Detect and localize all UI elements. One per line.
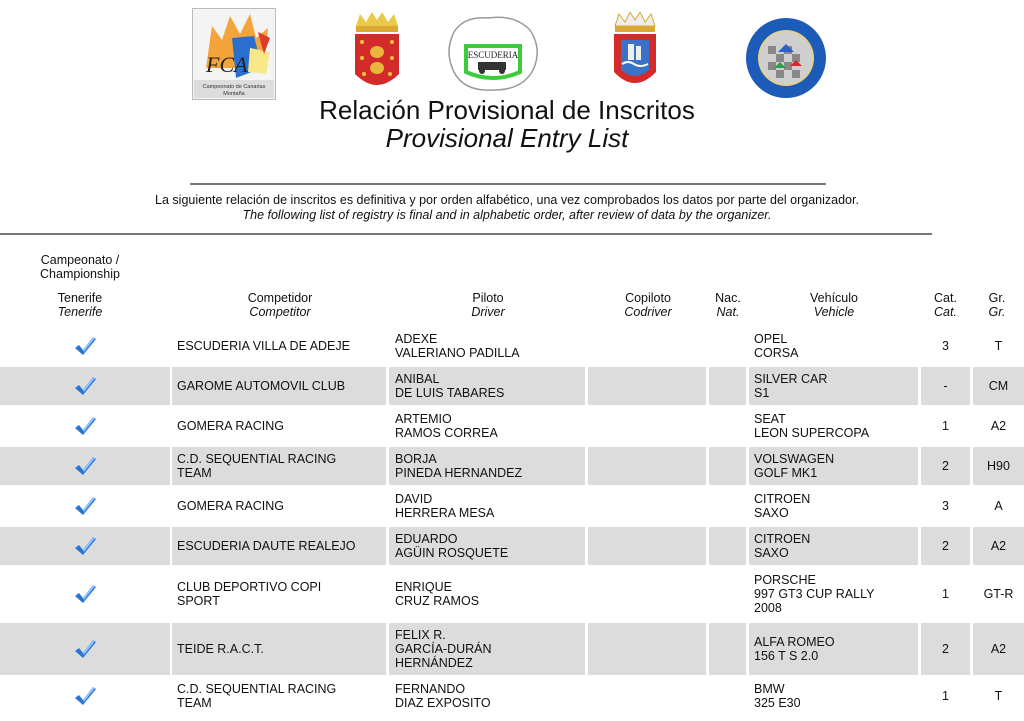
driver-lines <box>395 580 479 608</box>
table-row <box>0 567 1024 623</box>
competitor-lines <box>177 642 264 656</box>
competitor-cell <box>172 623 386 675</box>
nat-cell <box>709 327 746 365</box>
vehicle-lines <box>754 332 798 360</box>
codriver-cell <box>588 623 706 675</box>
driver-cell <box>389 527 585 565</box>
vehicle-cell <box>749 407 918 445</box>
codriver-cell <box>588 487 706 525</box>
driver-lines <box>395 412 498 440</box>
gr-value: H90 <box>987 459 1010 473</box>
championship-label: Campeonato / Championship <box>40 253 120 281</box>
driver-line: PINEDA HERNANDEZ <box>395 466 523 480</box>
header-driver <box>438 291 538 319</box>
svg-text:Campeonato de Canarias: Campeonato de Canarias <box>202 84 266 90</box>
vehicle-line: OPEL <box>754 332 788 346</box>
codriver-cell <box>588 327 706 365</box>
gr-cell <box>973 677 1024 715</box>
gr-value: GT-R <box>983 587 1014 601</box>
vehicle-cell <box>749 677 918 715</box>
gr-cell <box>973 567 1024 621</box>
cat-value: 2 <box>942 642 949 656</box>
driver-line: BORJA <box>395 452 437 466</box>
cat-value: 1 <box>942 689 949 703</box>
header-en: Tenerife <box>57 305 103 319</box>
vehicle-line: BMW <box>754 682 785 696</box>
nat-cell <box>709 567 746 621</box>
competitor-line: SPORT <box>177 594 220 608</box>
vehicle-line: VOLSWAGEN <box>754 452 835 466</box>
cat-cell <box>921 567 970 621</box>
gr-value: A2 <box>990 539 1007 553</box>
header-es: Gr. <box>988 291 1006 305</box>
tenerife-cell <box>0 677 170 715</box>
competitor-line: TEAM <box>177 466 212 480</box>
checkmark-icon <box>73 638 97 660</box>
gr-value: A2 <box>990 419 1007 433</box>
page-title <box>0 96 1014 152</box>
driver-cell <box>389 367 585 405</box>
competitor-lines <box>177 379 345 393</box>
gr-cell <box>973 527 1024 565</box>
table-row <box>0 327 1024 367</box>
header-en: Gr. <box>988 305 1006 319</box>
vehicle-lines <box>754 412 869 440</box>
vehicle-line: 325 E30 <box>754 696 801 710</box>
competitor-line: C.D. SEQUENTIAL RACING <box>177 682 337 696</box>
entry-table <box>0 327 1024 717</box>
header-vehicle <box>784 291 884 319</box>
svg-text:ESCUDERIA: ESCUDERIA <box>467 50 519 60</box>
tenerife-cell <box>0 367 170 405</box>
header-tenerife <box>30 291 130 319</box>
checkmark-icon <box>73 495 97 517</box>
divider-bottom <box>0 233 932 235</box>
cat-value: 3 <box>942 339 949 353</box>
header-nat <box>703 291 753 319</box>
vehicle-line: CORSA <box>754 346 799 360</box>
vehicle-cell <box>749 527 918 565</box>
driver-line: VALERIANO PADILLA <box>395 346 520 360</box>
gr-cell <box>973 407 1024 445</box>
gr-value: T <box>994 339 1003 353</box>
nat-cell <box>709 623 746 675</box>
vehicle-cell <box>749 487 918 525</box>
vehicle-cell <box>749 447 918 485</box>
header-en: Cat. <box>934 305 957 319</box>
driver-line: HERNÁNDEZ <box>395 656 473 670</box>
header-en: Vehicle <box>813 305 855 319</box>
driver-line: ADEXE <box>395 332 438 346</box>
cat-cell <box>921 407 970 445</box>
gr-cell <box>973 327 1024 365</box>
driver-line: DE LUIS TABARES <box>395 386 505 400</box>
vehicle-lines <box>754 372 827 400</box>
checkmark-icon <box>73 335 97 357</box>
codriver-cell <box>588 367 706 405</box>
vehicle-lines <box>754 573 874 615</box>
driver-lines <box>395 452 522 480</box>
header-es: Competidor <box>247 291 313 305</box>
gr-value: A <box>994 499 1003 513</box>
header-cat <box>921 291 970 319</box>
competitor-line: ESCUDERIA DAUTE REALEJO <box>177 539 356 553</box>
vehicle-line: PORSCHE <box>754 573 816 587</box>
codriver-cell <box>588 407 706 445</box>
cat-cell <box>921 677 970 715</box>
competitor-cell <box>172 527 386 565</box>
table-row <box>0 367 1024 407</box>
table-row <box>0 487 1024 527</box>
cat-cell <box>921 487 970 525</box>
driver-cell <box>389 447 585 485</box>
driver-cell <box>389 407 585 445</box>
nat-cell <box>709 367 746 405</box>
vehicle-line: CITROEN <box>754 492 811 506</box>
vehicle-line: SAXO <box>754 506 789 520</box>
escuderia-logo <box>444 12 542 94</box>
gr-cell <box>973 487 1024 525</box>
header-es: Vehículo <box>810 291 858 305</box>
driver-line: AGÜIN ROSQUETE <box>395 546 509 560</box>
cat-value: 3 <box>942 499 949 513</box>
san-sebastian-crest <box>610 12 660 94</box>
header-en: Nat. <box>716 305 740 319</box>
vehicle-line: GOLF MK1 <box>754 466 818 480</box>
driver-line: ANIBAL <box>395 372 440 386</box>
tenerife-cell <box>0 487 170 525</box>
competitor-lines <box>177 339 350 353</box>
tenerife-cell <box>0 447 170 485</box>
driver-line: RAMOS CORREA <box>395 426 498 440</box>
vehicle-lines <box>754 682 801 710</box>
header-es: Tenerife <box>57 291 103 305</box>
vehicle-line: 2008 <box>754 601 782 615</box>
cat-cell <box>921 367 970 405</box>
vehicle-line: SILVER CAR <box>754 372 828 386</box>
cat-cell <box>921 447 970 485</box>
divider-top <box>190 183 826 185</box>
header-en: Driver <box>471 305 505 319</box>
tenerife-cell <box>0 527 170 565</box>
competitor-lines <box>177 580 321 608</box>
nat-cell <box>709 677 746 715</box>
header-es: Nac. <box>715 291 741 305</box>
title-main: Relación Provisional de Inscritos <box>319 95 695 125</box>
driver-cell <box>389 327 585 365</box>
table-row <box>0 447 1024 487</box>
competitor-cell <box>172 367 386 405</box>
driver-lines <box>395 682 491 710</box>
cat-value: 2 <box>942 539 949 553</box>
driver-cell <box>389 677 585 715</box>
competitor-line: ESCUDERIA VILLA DE ADEJE <box>177 339 350 353</box>
competitor-line: C.D. SEQUENTIAL RACING <box>177 452 337 466</box>
driver-lines <box>395 628 492 670</box>
header-en: Codriver <box>624 305 672 319</box>
intro-en: The following list of registry is final and in alphabetic order, after review of data by the organizer. <box>242 208 772 222</box>
competitor-cell <box>172 567 386 621</box>
checkmark-icon <box>73 535 97 557</box>
codriver-cell <box>588 677 706 715</box>
fca-logo <box>192 8 276 100</box>
checkmark-icon <box>73 415 97 437</box>
competitor-line: CLUB DEPORTIVO COPI <box>177 580 322 594</box>
driver-line: DAVID <box>395 492 433 506</box>
table-row <box>0 527 1024 567</box>
nat-cell <box>709 527 746 565</box>
header-gr <box>973 291 1021 319</box>
vehicle-cell <box>749 623 918 675</box>
vehicle-lines <box>754 492 810 520</box>
gr-cell <box>973 367 1024 405</box>
intro-es: La siguiente relación de inscritos es definitiva y por orden alfabético, una vez comprobados los datos por parte del organizador. <box>155 193 859 207</box>
driver-line: DIAZ EXPOSITO <box>395 696 491 710</box>
table-row <box>0 407 1024 447</box>
competitor-line: TEIDE R.A.C.T. <box>177 642 264 656</box>
driver-lines <box>395 532 508 560</box>
codriver-cell <box>588 567 706 621</box>
competitor-cell <box>172 447 386 485</box>
cat-cell <box>921 527 970 565</box>
cat-value: 1 <box>942 587 949 601</box>
competitor-lines <box>177 452 336 480</box>
driver-line: HERRERA MESA <box>395 506 495 520</box>
gr-cell <box>973 623 1024 675</box>
driver-line: ARTEMIO <box>395 412 452 426</box>
header-es: Copiloto <box>625 291 671 305</box>
gr-value: T <box>994 689 1003 703</box>
codriver-cell <box>588 527 706 565</box>
competitor-line: GAROME AUTOMOVIL CLUB <box>177 379 346 393</box>
cat-value: 2 <box>942 459 949 473</box>
title-sub: Provisional Entry List <box>385 123 629 153</box>
driver-lines <box>395 492 494 520</box>
checkmark-icon <box>73 583 97 605</box>
competitor-lines <box>177 682 336 710</box>
vehicle-line: LEON SUPERCOPA <box>754 426 870 440</box>
vehicle-cell <box>749 327 918 365</box>
header-codriver <box>598 291 698 319</box>
header-en: Competitor <box>249 305 311 319</box>
table-row <box>0 623 1024 677</box>
cat-value: - <box>943 379 948 393</box>
driver-line: GARCÍA-DURÁN <box>395 642 492 656</box>
competitor-line: GOMERA RACING <box>177 499 284 513</box>
driver-line: CRUZ RAMOS <box>395 594 480 608</box>
driver-lines <box>395 372 504 400</box>
federacion-automovilismo-logo <box>744 16 828 100</box>
tenerife-cell <box>0 623 170 675</box>
svg-text:Montaña: Montaña <box>223 91 245 97</box>
header-es: Piloto <box>472 291 504 305</box>
vehicle-lines <box>754 635 835 663</box>
driver-line: EDUARDO <box>395 532 458 546</box>
driver-line: ENRIQUE <box>395 580 452 594</box>
nat-cell <box>709 407 746 445</box>
gr-value: A2 <box>990 642 1007 656</box>
logo-bar <box>0 6 1024 100</box>
driver-cell <box>389 487 585 525</box>
driver-line: FELIX R. <box>395 628 446 642</box>
driver-lines <box>395 332 520 360</box>
vehicle-lines <box>754 452 834 480</box>
cabildo-la-gomera-crest <box>350 12 404 98</box>
competitor-cell <box>172 487 386 525</box>
tenerife-cell <box>0 327 170 365</box>
vehicle-line: S1 <box>754 386 770 400</box>
competitor-cell <box>172 677 386 715</box>
nat-cell <box>709 447 746 485</box>
tenerife-cell <box>0 567 170 621</box>
header-es: Cat. <box>934 291 957 305</box>
vehicle-lines <box>754 532 810 560</box>
table-row <box>0 677 1024 717</box>
competitor-cell <box>172 327 386 365</box>
vehicle-line: ALFA ROMEO <box>754 635 835 649</box>
tenerife-cell <box>0 407 170 445</box>
intro-text <box>0 193 1014 223</box>
cat-cell <box>921 623 970 675</box>
gr-value: CM <box>988 379 1009 393</box>
nat-cell <box>709 487 746 525</box>
gr-cell <box>973 447 1024 485</box>
fca-mark: FCA <box>206 52 248 77</box>
competitor-cell <box>172 407 386 445</box>
vehicle-line: SEAT <box>754 412 786 426</box>
driver-cell <box>389 623 585 675</box>
checkmark-icon <box>73 455 97 477</box>
driver-line: FERNANDO <box>395 682 466 696</box>
competitor-line: GOMERA RACING <box>177 419 284 433</box>
cat-cell <box>921 327 970 365</box>
vehicle-cell <box>749 567 918 621</box>
vehicle-line: CITROEN <box>754 532 811 546</box>
vehicle-cell <box>749 367 918 405</box>
competitor-lines <box>177 419 284 433</box>
checkmark-icon <box>73 685 97 707</box>
driver-cell <box>389 567 585 621</box>
codriver-cell <box>588 447 706 485</box>
checkmark-icon <box>73 375 97 397</box>
competitor-line: TEAM <box>177 696 212 710</box>
vehicle-line: 997 GT3 CUP RALLY <box>754 587 875 601</box>
competitor-lines <box>177 499 284 513</box>
vehicle-line: SAXO <box>754 546 789 560</box>
cat-value: 1 <box>942 419 949 433</box>
competitor-lines <box>177 539 356 553</box>
header-competitor <box>230 291 330 319</box>
vehicle-line: 156 T S 2.0 <box>754 649 819 663</box>
